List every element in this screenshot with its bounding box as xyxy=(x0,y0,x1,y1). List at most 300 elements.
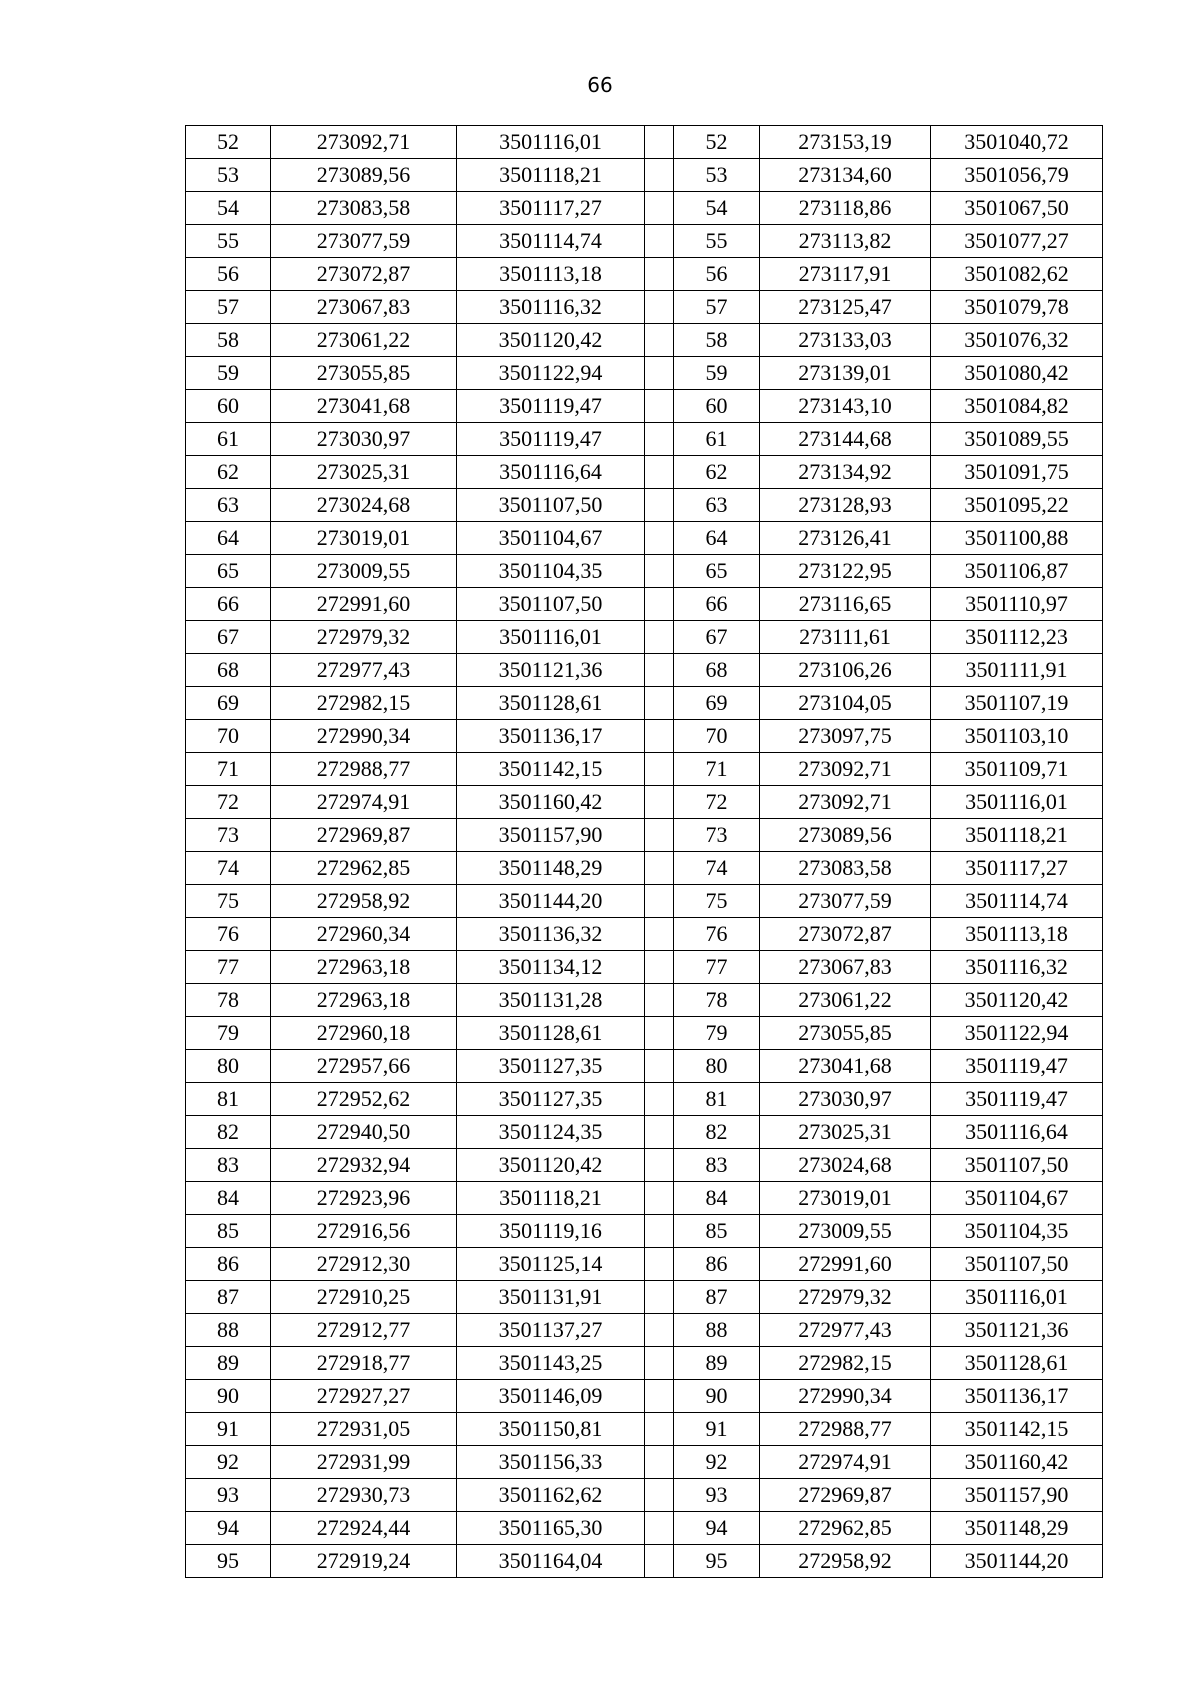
table-row xyxy=(186,1446,1103,1479)
right-point-number-cell: 64 xyxy=(674,522,760,555)
left-point-number-cell: 70 xyxy=(186,720,271,753)
separator-cell xyxy=(645,1050,674,1083)
left-point-number-cell: 76 xyxy=(186,918,271,951)
right-y-coordinate-cell: 3501112,23 xyxy=(931,621,1103,654)
left-point-number-cell: 88 xyxy=(186,1314,271,1347)
separator-cell xyxy=(645,852,674,885)
left-x-coordinate-cell: 272960,34 xyxy=(271,918,457,951)
right-x-coordinate-cell: 273139,01 xyxy=(760,357,931,390)
right-point-number-cell: 86 xyxy=(674,1248,760,1281)
left-point-number-cell: 52 xyxy=(186,126,271,159)
right-point-number-cell: 68 xyxy=(674,654,760,687)
left-point-number-cell: 81 xyxy=(186,1083,271,1116)
right-x-coordinate-cell: 273113,82 xyxy=(760,225,931,258)
left-y-coordinate-cell: 3501127,35 xyxy=(457,1083,645,1116)
left-y-coordinate-cell: 3501114,74 xyxy=(457,225,645,258)
right-x-coordinate-cell: 273143,10 xyxy=(760,390,931,423)
left-point-number-cell: 66 xyxy=(186,588,271,621)
right-y-coordinate-cell: 3501107,19 xyxy=(931,687,1103,720)
table-row xyxy=(186,1347,1103,1380)
left-y-coordinate-cell: 3501119,16 xyxy=(457,1215,645,1248)
left-y-coordinate-cell: 3501119,47 xyxy=(457,423,645,456)
table-row xyxy=(186,885,1103,918)
left-point-number-cell: 65 xyxy=(186,555,271,588)
left-x-coordinate-cell: 273024,68 xyxy=(271,489,457,522)
table-row xyxy=(186,291,1103,324)
right-point-number-cell: 77 xyxy=(674,951,760,984)
separator-cell xyxy=(645,1248,674,1281)
separator-cell xyxy=(645,951,674,984)
table-row xyxy=(186,192,1103,225)
left-x-coordinate-cell: 272957,66 xyxy=(271,1050,457,1083)
left-point-number-cell: 60 xyxy=(186,390,271,423)
right-x-coordinate-cell: 273128,93 xyxy=(760,489,931,522)
right-x-coordinate-cell: 273106,26 xyxy=(760,654,931,687)
left-y-coordinate-cell: 3501146,09 xyxy=(457,1380,645,1413)
left-point-number-cell: 87 xyxy=(186,1281,271,1314)
right-x-coordinate-cell: 273092,71 xyxy=(760,753,931,786)
right-x-coordinate-cell: 273122,95 xyxy=(760,555,931,588)
right-y-coordinate-cell: 3501079,78 xyxy=(931,291,1103,324)
left-x-coordinate-cell: 272960,18 xyxy=(271,1017,457,1050)
separator-cell xyxy=(645,192,674,225)
right-x-coordinate-cell: 273104,05 xyxy=(760,687,931,720)
right-y-coordinate-cell: 3501040,72 xyxy=(931,126,1103,159)
left-y-coordinate-cell: 3501116,01 xyxy=(457,621,645,654)
left-point-number-cell: 85 xyxy=(186,1215,271,1248)
left-y-coordinate-cell: 3501124,35 xyxy=(457,1116,645,1149)
left-x-coordinate-cell: 272962,85 xyxy=(271,852,457,885)
page-number: 66 xyxy=(587,73,613,97)
table-row xyxy=(186,456,1103,489)
left-point-number-cell: 67 xyxy=(186,621,271,654)
right-y-coordinate-cell: 3501116,64 xyxy=(931,1116,1103,1149)
right-y-coordinate-cell: 3501076,32 xyxy=(931,324,1103,357)
right-point-number-cell: 76 xyxy=(674,918,760,951)
left-point-number-cell: 63 xyxy=(186,489,271,522)
coordinates-table xyxy=(185,125,1103,1578)
right-point-number-cell: 80 xyxy=(674,1050,760,1083)
right-point-number-cell: 72 xyxy=(674,786,760,819)
separator-cell xyxy=(645,588,674,621)
separator-cell xyxy=(645,819,674,852)
right-x-coordinate-cell: 272991,60 xyxy=(760,1248,931,1281)
right-y-coordinate-cell: 3501107,50 xyxy=(931,1248,1103,1281)
right-x-coordinate-cell: 273083,58 xyxy=(760,852,931,885)
left-x-coordinate-cell: 273009,55 xyxy=(271,555,457,588)
right-y-coordinate-cell: 3501077,27 xyxy=(931,225,1103,258)
separator-cell xyxy=(645,225,674,258)
left-point-number-cell: 53 xyxy=(186,159,271,192)
left-x-coordinate-cell: 272963,18 xyxy=(271,951,457,984)
right-x-coordinate-cell: 273118,86 xyxy=(760,192,931,225)
right-point-number-cell: 66 xyxy=(674,588,760,621)
right-point-number-cell: 55 xyxy=(674,225,760,258)
left-y-coordinate-cell: 3501116,01 xyxy=(457,126,645,159)
right-y-coordinate-cell: 3501067,50 xyxy=(931,192,1103,225)
left-point-number-cell: 95 xyxy=(186,1545,271,1578)
right-x-coordinate-cell: 273111,61 xyxy=(760,621,931,654)
left-x-coordinate-cell: 273083,58 xyxy=(271,192,457,225)
right-x-coordinate-cell: 272988,77 xyxy=(760,1413,931,1446)
table-row xyxy=(186,324,1103,357)
right-x-coordinate-cell: 273019,01 xyxy=(760,1182,931,1215)
left-point-number-cell: 73 xyxy=(186,819,271,852)
left-x-coordinate-cell: 272927,27 xyxy=(271,1380,457,1413)
right-y-coordinate-cell: 3501080,42 xyxy=(931,357,1103,390)
right-point-number-cell: 74 xyxy=(674,852,760,885)
separator-cell xyxy=(645,1149,674,1182)
right-point-number-cell: 81 xyxy=(674,1083,760,1116)
left-point-number-cell: 80 xyxy=(186,1050,271,1083)
left-point-number-cell: 59 xyxy=(186,357,271,390)
left-x-coordinate-cell: 272931,99 xyxy=(271,1446,457,1479)
table-row xyxy=(186,126,1103,159)
left-y-coordinate-cell: 3501131,91 xyxy=(457,1281,645,1314)
left-y-coordinate-cell: 3501104,35 xyxy=(457,555,645,588)
left-x-coordinate-cell: 272919,24 xyxy=(271,1545,457,1578)
right-point-number-cell: 78 xyxy=(674,984,760,1017)
left-x-coordinate-cell: 272923,96 xyxy=(271,1182,457,1215)
separator-cell xyxy=(645,1182,674,1215)
right-point-number-cell: 85 xyxy=(674,1215,760,1248)
left-y-coordinate-cell: 3501162,62 xyxy=(457,1479,645,1512)
left-y-coordinate-cell: 3501116,64 xyxy=(457,456,645,489)
table-row xyxy=(186,1281,1103,1314)
right-y-coordinate-cell: 3501107,50 xyxy=(931,1149,1103,1182)
right-y-coordinate-cell: 3501089,55 xyxy=(931,423,1103,456)
right-y-coordinate-cell: 3501157,90 xyxy=(931,1479,1103,1512)
right-y-coordinate-cell: 3501116,32 xyxy=(931,951,1103,984)
left-x-coordinate-cell: 272940,50 xyxy=(271,1116,457,1149)
right-point-number-cell: 53 xyxy=(674,159,760,192)
right-x-coordinate-cell: 272958,92 xyxy=(760,1545,931,1578)
left-y-coordinate-cell: 3501118,21 xyxy=(457,1182,645,1215)
table-row xyxy=(186,1479,1103,1512)
left-x-coordinate-cell: 272910,25 xyxy=(271,1281,457,1314)
right-point-number-cell: 79 xyxy=(674,1017,760,1050)
table-row xyxy=(186,390,1103,423)
left-x-coordinate-cell: 272916,56 xyxy=(271,1215,457,1248)
left-x-coordinate-cell: 272969,87 xyxy=(271,819,457,852)
left-y-coordinate-cell: 3501165,30 xyxy=(457,1512,645,1545)
left-point-number-cell: 78 xyxy=(186,984,271,1017)
left-x-coordinate-cell: 272912,30 xyxy=(271,1248,457,1281)
left-point-number-cell: 89 xyxy=(186,1347,271,1380)
left-point-number-cell: 68 xyxy=(186,654,271,687)
right-x-coordinate-cell: 273144,68 xyxy=(760,423,931,456)
left-point-number-cell: 71 xyxy=(186,753,271,786)
right-point-number-cell: 59 xyxy=(674,357,760,390)
separator-cell xyxy=(645,621,674,654)
table-row xyxy=(186,654,1103,687)
right-y-coordinate-cell: 3501136,17 xyxy=(931,1380,1103,1413)
separator-cell xyxy=(645,1083,674,1116)
left-x-coordinate-cell: 273041,68 xyxy=(271,390,457,423)
right-point-number-cell: 70 xyxy=(674,720,760,753)
right-y-coordinate-cell: 3501119,47 xyxy=(931,1083,1103,1116)
right-y-coordinate-cell: 3501110,97 xyxy=(931,588,1103,621)
right-point-number-cell: 93 xyxy=(674,1479,760,1512)
table-row xyxy=(186,1512,1103,1545)
left-y-coordinate-cell: 3501120,42 xyxy=(457,1149,645,1182)
left-y-coordinate-cell: 3501118,21 xyxy=(457,159,645,192)
left-x-coordinate-cell: 273061,22 xyxy=(271,324,457,357)
left-point-number-cell: 90 xyxy=(186,1380,271,1413)
right-point-number-cell: 52 xyxy=(674,126,760,159)
right-point-number-cell: 73 xyxy=(674,819,760,852)
separator-cell xyxy=(645,1281,674,1314)
left-y-coordinate-cell: 3501137,27 xyxy=(457,1314,645,1347)
left-y-coordinate-cell: 3501121,36 xyxy=(457,654,645,687)
right-y-coordinate-cell: 3501103,10 xyxy=(931,720,1103,753)
left-point-number-cell: 58 xyxy=(186,324,271,357)
separator-cell xyxy=(645,522,674,555)
left-y-coordinate-cell: 3501104,67 xyxy=(457,522,645,555)
table-row xyxy=(186,1248,1103,1281)
table-row xyxy=(186,1314,1103,1347)
left-y-coordinate-cell: 3501128,61 xyxy=(457,1017,645,1050)
table-row xyxy=(186,1050,1103,1083)
table-row xyxy=(186,1116,1103,1149)
right-y-coordinate-cell: 3501095,22 xyxy=(931,489,1103,522)
left-x-coordinate-cell: 272990,34 xyxy=(271,720,457,753)
right-y-coordinate-cell: 3501148,29 xyxy=(931,1512,1103,1545)
table-row xyxy=(186,720,1103,753)
left-x-coordinate-cell: 272977,43 xyxy=(271,654,457,687)
right-y-coordinate-cell: 3501119,47 xyxy=(931,1050,1103,1083)
right-point-number-cell: 87 xyxy=(674,1281,760,1314)
left-x-coordinate-cell: 272963,18 xyxy=(271,984,457,1017)
left-point-number-cell: 93 xyxy=(186,1479,271,1512)
right-point-number-cell: 75 xyxy=(674,885,760,918)
left-point-number-cell: 54 xyxy=(186,192,271,225)
right-x-coordinate-cell: 272982,15 xyxy=(760,1347,931,1380)
left-x-coordinate-cell: 272924,44 xyxy=(271,1512,457,1545)
right-point-number-cell: 65 xyxy=(674,555,760,588)
left-x-coordinate-cell: 272982,15 xyxy=(271,687,457,720)
left-y-coordinate-cell: 3501119,47 xyxy=(457,390,645,423)
right-x-coordinate-cell: 273134,60 xyxy=(760,159,931,192)
separator-cell xyxy=(645,1017,674,1050)
left-x-coordinate-cell: 273092,71 xyxy=(271,126,457,159)
left-y-coordinate-cell: 3501134,12 xyxy=(457,951,645,984)
right-y-coordinate-cell: 3501121,36 xyxy=(931,1314,1103,1347)
left-x-coordinate-cell: 272918,77 xyxy=(271,1347,457,1380)
table-row xyxy=(186,555,1103,588)
left-point-number-cell: 74 xyxy=(186,852,271,885)
left-point-number-cell: 56 xyxy=(186,258,271,291)
coordinates-table-body xyxy=(186,126,1103,1578)
left-point-number-cell: 92 xyxy=(186,1446,271,1479)
right-x-coordinate-cell: 273117,91 xyxy=(760,258,931,291)
right-y-coordinate-cell: 3501104,67 xyxy=(931,1182,1103,1215)
right-x-coordinate-cell: 272969,87 xyxy=(760,1479,931,1512)
right-x-coordinate-cell: 273061,22 xyxy=(760,984,931,1017)
right-y-coordinate-cell: 3501091,75 xyxy=(931,456,1103,489)
right-point-number-cell: 63 xyxy=(674,489,760,522)
right-point-number-cell: 89 xyxy=(674,1347,760,1380)
left-y-coordinate-cell: 3501107,50 xyxy=(457,489,645,522)
right-y-coordinate-cell: 3501109,71 xyxy=(931,753,1103,786)
table-row xyxy=(186,852,1103,885)
table-row xyxy=(186,753,1103,786)
left-y-coordinate-cell: 3501117,27 xyxy=(457,192,645,225)
separator-cell xyxy=(645,258,674,291)
left-x-coordinate-cell: 272912,77 xyxy=(271,1314,457,1347)
left-x-coordinate-cell: 272991,60 xyxy=(271,588,457,621)
right-y-coordinate-cell: 3501120,42 xyxy=(931,984,1103,1017)
table-row xyxy=(186,159,1103,192)
right-y-coordinate-cell: 3501104,35 xyxy=(931,1215,1103,1248)
table-row xyxy=(186,687,1103,720)
right-y-coordinate-cell: 3501128,61 xyxy=(931,1347,1103,1380)
left-x-coordinate-cell: 273019,01 xyxy=(271,522,457,555)
left-y-coordinate-cell: 3501160,42 xyxy=(457,786,645,819)
right-y-coordinate-cell: 3501122,94 xyxy=(931,1017,1103,1050)
left-x-coordinate-cell: 272952,62 xyxy=(271,1083,457,1116)
right-point-number-cell: 69 xyxy=(674,687,760,720)
right-x-coordinate-cell: 273055,85 xyxy=(760,1017,931,1050)
separator-cell xyxy=(645,1215,674,1248)
table-row xyxy=(186,1083,1103,1116)
right-y-coordinate-cell: 3501111,91 xyxy=(931,654,1103,687)
left-y-coordinate-cell: 3501131,28 xyxy=(457,984,645,1017)
right-point-number-cell: 92 xyxy=(674,1446,760,1479)
separator-cell xyxy=(645,1446,674,1479)
separator-cell xyxy=(645,984,674,1017)
table-row xyxy=(186,1545,1103,1578)
left-y-coordinate-cell: 3501122,94 xyxy=(457,357,645,390)
left-y-coordinate-cell: 3501150,81 xyxy=(457,1413,645,1446)
separator-cell xyxy=(645,489,674,522)
right-x-coordinate-cell: 273024,68 xyxy=(760,1149,931,1182)
right-point-number-cell: 83 xyxy=(674,1149,760,1182)
separator-cell xyxy=(645,1479,674,1512)
left-y-coordinate-cell: 3501125,14 xyxy=(457,1248,645,1281)
left-y-coordinate-cell: 3501156,33 xyxy=(457,1446,645,1479)
separator-cell xyxy=(645,390,674,423)
table-row xyxy=(186,819,1103,852)
right-x-coordinate-cell: 273126,41 xyxy=(760,522,931,555)
left-x-coordinate-cell: 273067,83 xyxy=(271,291,457,324)
left-point-number-cell: 69 xyxy=(186,687,271,720)
right-point-number-cell: 58 xyxy=(674,324,760,357)
right-y-coordinate-cell: 3501160,42 xyxy=(931,1446,1103,1479)
right-y-coordinate-cell: 3501118,21 xyxy=(931,819,1103,852)
left-x-coordinate-cell: 272931,05 xyxy=(271,1413,457,1446)
left-point-number-cell: 72 xyxy=(186,786,271,819)
right-y-coordinate-cell: 3501142,15 xyxy=(931,1413,1103,1446)
separator-cell xyxy=(645,126,674,159)
right-point-number-cell: 67 xyxy=(674,621,760,654)
separator-cell xyxy=(645,423,674,456)
right-point-number-cell: 90 xyxy=(674,1380,760,1413)
left-x-coordinate-cell: 272932,94 xyxy=(271,1149,457,1182)
separator-cell xyxy=(645,1314,674,1347)
separator-cell xyxy=(645,1512,674,1545)
left-point-number-cell: 82 xyxy=(186,1116,271,1149)
right-y-coordinate-cell: 3501056,79 xyxy=(931,159,1103,192)
right-point-number-cell: 91 xyxy=(674,1413,760,1446)
table-row xyxy=(186,786,1103,819)
left-point-number-cell: 94 xyxy=(186,1512,271,1545)
right-x-coordinate-cell: 272977,43 xyxy=(760,1314,931,1347)
left-point-number-cell: 61 xyxy=(186,423,271,456)
table-row xyxy=(186,621,1103,654)
left-y-coordinate-cell: 3501157,90 xyxy=(457,819,645,852)
separator-cell xyxy=(645,1413,674,1446)
right-y-coordinate-cell: 3501116,01 xyxy=(931,1281,1103,1314)
table-row xyxy=(186,984,1103,1017)
left-y-coordinate-cell: 3501143,25 xyxy=(457,1347,645,1380)
left-y-coordinate-cell: 3501164,04 xyxy=(457,1545,645,1578)
left-point-number-cell: 84 xyxy=(186,1182,271,1215)
table-row xyxy=(186,1017,1103,1050)
table-row xyxy=(186,423,1103,456)
right-y-coordinate-cell: 3501114,74 xyxy=(931,885,1103,918)
right-point-number-cell: 54 xyxy=(674,192,760,225)
left-x-coordinate-cell: 273089,56 xyxy=(271,159,457,192)
separator-cell xyxy=(645,159,674,192)
separator-cell xyxy=(645,720,674,753)
right-y-coordinate-cell: 3501100,88 xyxy=(931,522,1103,555)
right-y-coordinate-cell: 3501116,01 xyxy=(931,786,1103,819)
right-x-coordinate-cell: 272990,34 xyxy=(760,1380,931,1413)
left-x-coordinate-cell: 272979,32 xyxy=(271,621,457,654)
left-y-coordinate-cell: 3501113,18 xyxy=(457,258,645,291)
right-point-number-cell: 82 xyxy=(674,1116,760,1149)
right-x-coordinate-cell: 273025,31 xyxy=(760,1116,931,1149)
table-row xyxy=(186,357,1103,390)
left-point-number-cell: 75 xyxy=(186,885,271,918)
separator-cell xyxy=(645,687,674,720)
left-x-coordinate-cell: 273072,87 xyxy=(271,258,457,291)
right-y-coordinate-cell: 3501117,27 xyxy=(931,852,1103,885)
right-point-number-cell: 88 xyxy=(674,1314,760,1347)
separator-cell xyxy=(645,654,674,687)
separator-cell xyxy=(645,885,674,918)
left-point-number-cell: 64 xyxy=(186,522,271,555)
separator-cell xyxy=(645,1116,674,1149)
right-x-coordinate-cell: 273116,65 xyxy=(760,588,931,621)
right-x-coordinate-cell: 273067,83 xyxy=(760,951,931,984)
right-point-number-cell: 61 xyxy=(674,423,760,456)
right-point-number-cell: 60 xyxy=(674,390,760,423)
right-x-coordinate-cell: 273030,97 xyxy=(760,1083,931,1116)
separator-cell xyxy=(645,291,674,324)
right-x-coordinate-cell: 273009,55 xyxy=(760,1215,931,1248)
left-y-coordinate-cell: 3501136,32 xyxy=(457,918,645,951)
separator-cell xyxy=(645,918,674,951)
left-y-coordinate-cell: 3501144,20 xyxy=(457,885,645,918)
table-row xyxy=(186,489,1103,522)
separator-cell xyxy=(645,555,674,588)
left-x-coordinate-cell: 272988,77 xyxy=(271,753,457,786)
right-x-coordinate-cell: 273125,47 xyxy=(760,291,931,324)
right-x-coordinate-cell: 273134,92 xyxy=(760,456,931,489)
right-x-coordinate-cell: 273097,75 xyxy=(760,720,931,753)
right-x-coordinate-cell: 273077,59 xyxy=(760,885,931,918)
table-row xyxy=(186,1413,1103,1446)
table-row xyxy=(186,1149,1103,1182)
separator-cell xyxy=(645,1545,674,1578)
right-x-coordinate-cell: 273153,19 xyxy=(760,126,931,159)
right-x-coordinate-cell: 272979,32 xyxy=(760,1281,931,1314)
separator-cell xyxy=(645,456,674,489)
left-point-number-cell: 86 xyxy=(186,1248,271,1281)
right-x-coordinate-cell: 273089,56 xyxy=(760,819,931,852)
